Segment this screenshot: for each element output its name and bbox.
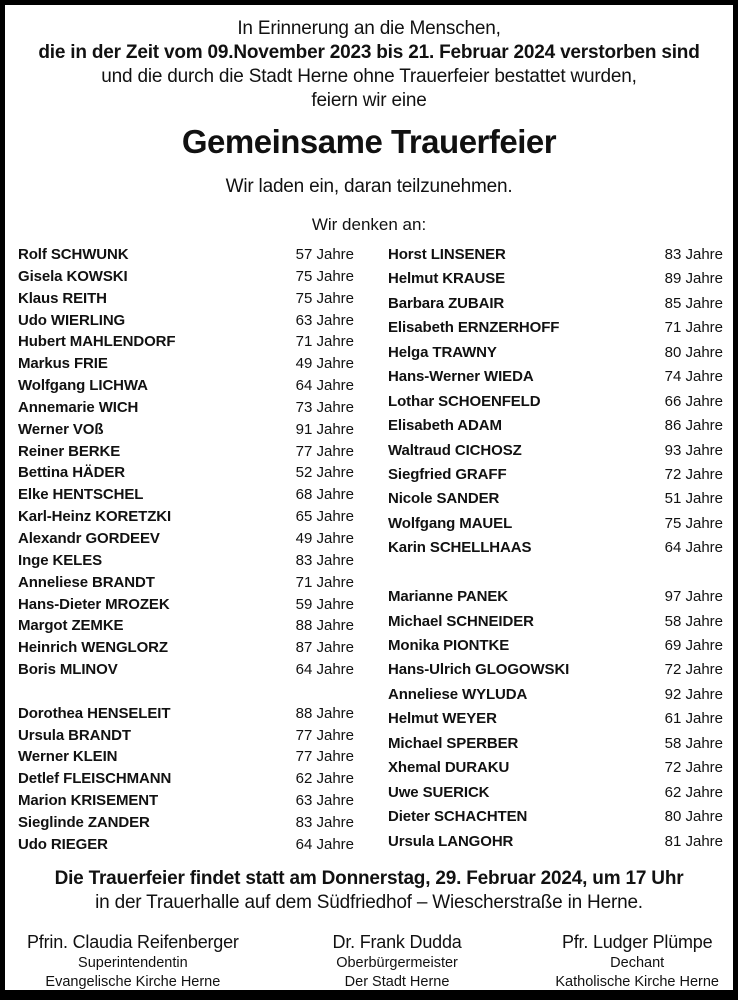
memorial-row xyxy=(388,539,723,563)
deceased-name: Alexandr GORDEEV xyxy=(18,529,160,547)
deceased-name: Hans-Werner WIEDA xyxy=(388,368,534,386)
deceased-age: 88 Jahre xyxy=(295,617,354,635)
deceased-age: 97 Jahre xyxy=(664,588,723,606)
memorial-row xyxy=(388,368,723,392)
deceased-age: 80 Jahre xyxy=(664,343,723,361)
deceased-age: 83 Jahre xyxy=(295,551,354,569)
ceremony-details xyxy=(5,867,733,915)
memorial-row xyxy=(388,393,723,417)
deceased-age: 87 Jahre xyxy=(295,639,354,657)
deceased-name: Michael SPERBER xyxy=(388,734,519,752)
memorial-row xyxy=(388,833,723,857)
deceased-name: Elisabeth ADAM xyxy=(388,417,502,435)
memorial-row xyxy=(18,333,354,355)
deceased-age: 77 Jahre xyxy=(295,748,354,766)
deceased-name: Heinrich WENGLORZ xyxy=(18,639,168,657)
deceased-name: Markus FRIE xyxy=(18,355,108,373)
memorial-row xyxy=(18,312,354,334)
deceased-age: 64 Jahre xyxy=(664,539,723,557)
deceased-name: Ursula BRANDT xyxy=(18,726,131,744)
memorial-row xyxy=(18,661,354,683)
deceased-age: 80 Jahre xyxy=(664,808,723,826)
deceased-name: Anneliese BRANDT xyxy=(18,573,155,591)
deceased-name: Karl-Heinz KORETZKI xyxy=(18,508,172,526)
deceased-name: Klaus REITH xyxy=(18,289,107,307)
header-line-2: die in der Zeit vom 09.November 2023 bis 21. Februar 2024 verstorben sind xyxy=(38,42,700,63)
deceased-age: 63 Jahre xyxy=(295,792,354,810)
memorial-row xyxy=(18,792,354,814)
deceased-name: Helmut KRAUSE xyxy=(388,270,506,288)
memorial-row xyxy=(388,710,723,734)
deceased-age: 72 Jahre xyxy=(664,661,723,679)
memorial-row xyxy=(18,399,354,421)
signatory-organization: Katholische Kirche Herne xyxy=(555,973,719,990)
deceased-age: 75 Jahre xyxy=(295,267,354,285)
memorial-row xyxy=(388,270,723,294)
deceased-age: 68 Jahre xyxy=(295,486,354,504)
memorial-row xyxy=(18,443,354,465)
deceased-name: Hubert MAHLENDORF xyxy=(18,333,176,351)
deceased-name: Inge KELES xyxy=(18,551,103,569)
deceased-name: Waltraud CICHOSZ xyxy=(388,441,522,459)
memorial-row xyxy=(388,808,723,832)
deceased-name: Werner KLEIN xyxy=(18,748,118,766)
memorial-row xyxy=(18,377,354,399)
group-spacer xyxy=(388,564,723,588)
deceased-age: 49 Jahre xyxy=(295,355,354,373)
memorial-row xyxy=(388,442,723,466)
deceased-age: 59 Jahre xyxy=(295,595,354,613)
page-title: Gemeinsame Trauerfeier xyxy=(181,123,557,160)
deceased-age: 71 Jahre xyxy=(664,319,723,337)
memorial-row xyxy=(18,355,354,377)
memorial-row xyxy=(18,464,354,486)
memorial-row xyxy=(388,686,723,710)
deceased-age: 49 Jahre xyxy=(295,529,354,547)
memorial-row xyxy=(18,727,354,749)
deceased-name: Siegfried GRAFF xyxy=(388,465,507,483)
memorial-row xyxy=(388,466,723,490)
signatories xyxy=(5,930,733,992)
deceased-name: Dieter SCHACHTEN xyxy=(388,808,528,826)
deceased-name: Udo RIEGER xyxy=(18,835,108,853)
memorial-row xyxy=(388,515,723,539)
deceased-age: 75 Jahre xyxy=(664,514,723,532)
deceased-name: Rolf SCHWUNK xyxy=(18,246,129,263)
signatory xyxy=(555,930,719,992)
deceased-age: 62 Jahre xyxy=(664,783,723,801)
memorial-row xyxy=(18,596,354,618)
deceased-name: Helga TRAWNY xyxy=(388,343,497,361)
memorial-row xyxy=(18,421,354,443)
deceased-name: Margot ZEMKE xyxy=(18,617,124,635)
deceased-age: 64 Jahre xyxy=(295,661,354,679)
memorial-row xyxy=(18,268,354,290)
deceased-name: Reiner BERKE xyxy=(18,442,121,460)
memorial-columns xyxy=(5,246,733,858)
deceased-name: Barbara ZUBAIR xyxy=(388,294,505,312)
invitation-line: Wir laden ein, daran teilzunehmen. xyxy=(225,176,513,197)
deceased-age: 83 Jahre xyxy=(295,813,354,831)
deceased-age: 62 Jahre xyxy=(295,770,354,788)
deceased-name: Nicole SANDER xyxy=(388,490,500,508)
deceased-age: 75 Jahre xyxy=(295,289,354,307)
deceased-age: 58 Jahre xyxy=(664,734,723,752)
deceased-name: Elisabeth ERNZERHOFF xyxy=(388,319,560,337)
signatory xyxy=(27,930,239,992)
memorial-row xyxy=(18,486,354,508)
deceased-age: 63 Jahre xyxy=(295,311,354,329)
deceased-age: 77 Jahre xyxy=(295,442,354,460)
announcement-header xyxy=(5,5,733,236)
deceased-age: 66 Jahre xyxy=(664,392,723,410)
deceased-name: Werner VOß xyxy=(18,420,104,438)
deceased-name: Marianne PANEK xyxy=(388,588,509,606)
deceased-name: Monika PIONTKE xyxy=(388,637,510,654)
memorial-row xyxy=(18,574,354,596)
memorial-row xyxy=(18,770,354,792)
memorial-row xyxy=(388,613,723,637)
memorial-row xyxy=(18,508,354,530)
signatory-role: Dechant xyxy=(610,954,665,971)
memorial-row xyxy=(388,319,723,343)
memorial-row xyxy=(388,661,723,685)
deceased-name: Anneliese WYLUDA xyxy=(388,685,528,703)
header-line-4: feiern wir eine xyxy=(311,90,427,111)
deceased-age: 91 Jahre xyxy=(295,420,354,438)
ceremony-date-line: Die Trauerfeier findet statt am Donnerstag, 29. Februar 2024, um 17 Uhr xyxy=(54,867,684,889)
memorial-row xyxy=(18,530,354,552)
deceased-age: 88 Jahre xyxy=(295,704,354,722)
memorial-row xyxy=(388,295,723,319)
deceased-age: 85 Jahre xyxy=(664,294,723,312)
deceased-age: 86 Jahre xyxy=(664,417,723,435)
deceased-name: Ursula LANGOHR xyxy=(388,832,514,850)
deceased-name: Elke HENTSCHEL xyxy=(18,486,144,504)
deceased-age: 73 Jahre xyxy=(295,398,354,416)
memorial-row xyxy=(388,246,723,270)
deceased-name: Lothar SCHOENFELD xyxy=(388,392,541,410)
deceased-age: 57 Jahre xyxy=(295,246,354,263)
deceased-age: 71 Jahre xyxy=(295,573,354,591)
memorial-row xyxy=(18,639,354,661)
memorial-row xyxy=(388,735,723,759)
memorial-row xyxy=(18,836,354,858)
deceased-age: 92 Jahre xyxy=(664,685,723,703)
deceased-name: Dorothea HENSELEIT xyxy=(18,704,171,722)
remember-line: Wir denken an: xyxy=(311,215,427,234)
deceased-name: Hans-Ulrich GLOGOWSKI xyxy=(388,661,570,679)
deceased-name: Wolfgang LICHWA xyxy=(18,377,148,395)
deceased-age: 89 Jahre xyxy=(664,270,723,288)
deceased-name: Michael SCHNEIDER xyxy=(388,612,534,630)
deceased-name: Hans-Dieter MROZEK xyxy=(18,595,170,613)
deceased-age: 81 Jahre xyxy=(664,832,723,850)
deceased-name: Xhemal DURAKU xyxy=(388,759,510,777)
deceased-age: 71 Jahre xyxy=(295,333,354,351)
deceased-age: 64 Jahre xyxy=(295,835,354,853)
deceased-name: Sieglinde ZANDER xyxy=(18,813,150,831)
deceased-name: Karin SCHELLHAAS xyxy=(388,539,532,557)
memorial-column-left xyxy=(18,246,354,858)
memorial-row xyxy=(18,290,354,312)
memorial-row xyxy=(388,417,723,441)
deceased-age: 51 Jahre xyxy=(664,490,723,508)
memorial-row xyxy=(18,705,354,727)
deceased-age: 58 Jahre xyxy=(664,612,723,630)
deceased-age: 77 Jahre xyxy=(295,726,354,744)
memorial-row xyxy=(18,552,354,574)
deceased-age: 61 Jahre xyxy=(664,710,723,728)
group-spacer xyxy=(18,683,354,705)
memorial-row xyxy=(388,784,723,808)
memorial-row xyxy=(18,617,354,639)
deceased-age: 83 Jahre xyxy=(664,246,723,263)
deceased-name: Udo WIERLING xyxy=(18,311,126,329)
signatory-name: Dr. Frank Dudda xyxy=(332,931,462,952)
signatory-name: Pfrin. Claudia Reifenberger xyxy=(27,931,239,952)
signatory-role: Oberbürgermeister xyxy=(336,954,458,971)
memorial-column-right xyxy=(388,246,723,858)
deceased-name: Marion KRISEMENT xyxy=(18,792,159,810)
deceased-name: Horst LINSENER xyxy=(388,246,506,263)
signatory xyxy=(333,930,462,992)
ceremony-location-line: in der Trauerhalle auf dem Südfriedhof – Wiescherstraße in Herne. xyxy=(95,891,643,913)
memorial-row xyxy=(18,246,354,268)
deceased-name: Wolfgang MAUEL xyxy=(388,514,513,532)
deceased-name: Detlef FLEISCHMANN xyxy=(18,770,172,788)
header-line-3: und die durch die Stadt Herne ohne Trauerfeier bestattet wurden, xyxy=(101,66,637,87)
signatory-name: Pfr. Ludger Plümpe xyxy=(561,931,713,952)
deceased-age: 74 Jahre xyxy=(664,368,723,386)
deceased-age: 93 Jahre xyxy=(664,441,723,459)
deceased-age: 69 Jahre xyxy=(664,637,723,654)
deceased-age: 65 Jahre xyxy=(295,508,354,526)
memorial-row xyxy=(388,637,723,661)
memorial-row xyxy=(388,344,723,368)
memorial-row xyxy=(18,748,354,770)
deceased-name: Bettina HÄDER xyxy=(18,464,126,482)
signatory-organization: Evangelische Kirche Herne xyxy=(45,973,221,990)
deceased-age: 72 Jahre xyxy=(664,759,723,777)
memorial-row xyxy=(388,588,723,612)
deceased-name: Helmut WEYER xyxy=(388,710,497,728)
deceased-name: Gisela KOWSKI xyxy=(18,267,128,285)
memorial-row xyxy=(18,814,354,836)
deceased-age: 64 Jahre xyxy=(295,377,354,395)
deceased-name: Boris MLINOV xyxy=(18,661,118,679)
header-line-1: In Erinnerung an die Menschen, xyxy=(237,18,501,39)
signatory-organization: Der Stadt Herne xyxy=(344,973,450,990)
deceased-name: Uwe SUERICK xyxy=(388,783,490,801)
deceased-age: 72 Jahre xyxy=(664,465,723,483)
deceased-age: 52 Jahre xyxy=(295,464,354,482)
deceased-name: Annemarie WICH xyxy=(18,398,139,416)
memorial-row xyxy=(388,759,723,783)
signatory-role: Superintendentin xyxy=(78,954,188,971)
memorial-row xyxy=(388,490,723,514)
